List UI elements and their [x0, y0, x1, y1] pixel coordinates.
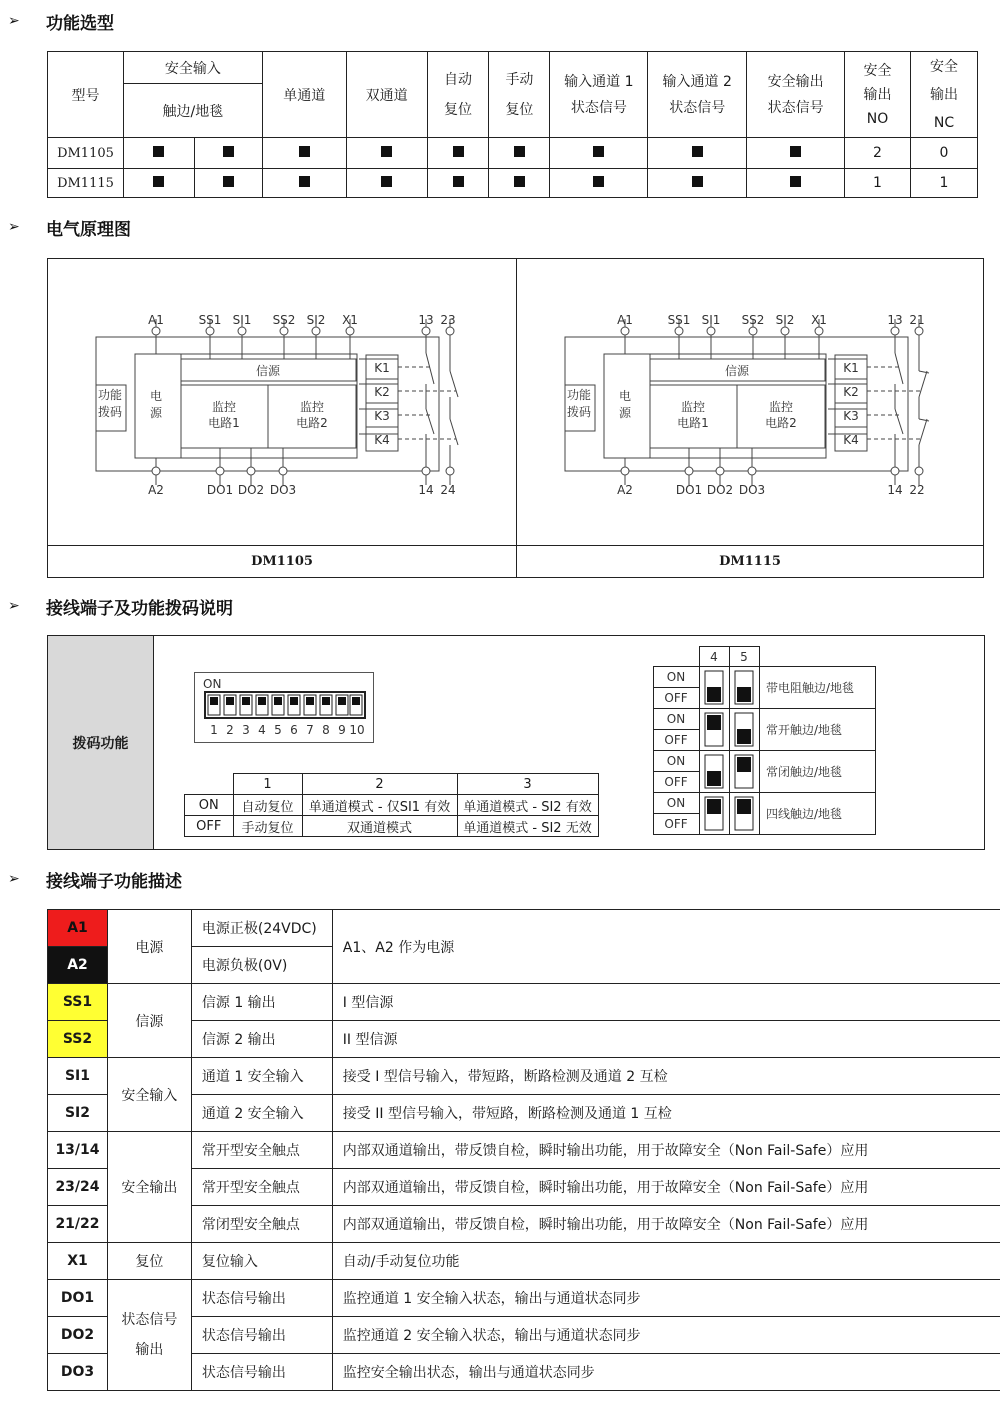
terminal-label-si2: SI2 [775, 313, 795, 327]
schematic-dm1115 [517, 259, 983, 545]
terminal-id: 23/24 [48, 1169, 108, 1206]
dip-cell: 单通道模式 - SI2 无效 [457, 816, 598, 837]
dip-function-table [184, 773, 599, 837]
dip-mode-label: 常开触边/地毯 [766, 723, 843, 737]
section-title: 接线端子功能描述 [46, 871, 182, 892]
schematic-svg-dm1105 [48, 259, 516, 545]
terminal-description: II 型信源 [332, 1021, 1000, 1058]
header-out-status: 安全输出 状态信号 [747, 52, 845, 138]
header-safe-input: 安全输入 [123, 52, 262, 84]
nc-count: 1 [910, 169, 977, 198]
dip-cell: 双通道模式 [302, 816, 457, 837]
header-model: 型号 [48, 52, 124, 138]
check-mark-icon [153, 176, 164, 187]
bullet-arrow-icon: ➢ [8, 871, 20, 887]
schematic-svg-dm1115 [517, 259, 983, 545]
power-label: 源 [618, 406, 632, 420]
dip-number: 9 [338, 723, 346, 737]
terminal-id: DO2 [48, 1317, 108, 1354]
model-cell: DM1115 [48, 169, 124, 198]
terminal-id: DO3 [48, 1354, 108, 1391]
section-header-dip [8, 593, 233, 619]
check-mark-icon [692, 146, 703, 157]
terminal-description: 内部双通道输出，带反馈自检，瞬时输出功能，用于故障安全（Non Fail-Safe）应用 [332, 1169, 1000, 1206]
table-row [48, 1280, 1000, 1317]
terminal-group: 安全输出 [107, 1132, 191, 1243]
power-label: 电 [618, 389, 632, 403]
section-title: 接线端子及功能拨码说明 [46, 598, 233, 619]
dip-cell: 手动复位 [233, 816, 302, 837]
no-count: 1 [845, 169, 911, 198]
dip-number: 3 [242, 723, 250, 737]
dip-switch-4-knob [707, 771, 721, 786]
table-row [48, 138, 978, 169]
terminal-label-contact-top: 13 [887, 313, 903, 327]
terminal-id: DO1 [48, 1280, 108, 1317]
terminal-description: 监控安全输出状态，输出与通道状态同步 [332, 1354, 1000, 1391]
caption-dm1115: DM1115 [517, 545, 983, 577]
terminal-function: 状态信号输出 [191, 1280, 332, 1317]
dip-col-header: 1 [233, 774, 302, 795]
terminal-label-contact-bottom: 24 [440, 483, 456, 497]
monitor-circuit-1-label: 电路1 [677, 416, 709, 430]
terminal-id: X1 [48, 1243, 108, 1280]
terminal-id: SI1 [48, 1058, 108, 1095]
monitor-circuit-2-label: 电路2 [765, 416, 797, 430]
dip-cell: 单通道模式 - 仅SI1 有效 [302, 795, 457, 816]
dip-switch-4-knob [707, 687, 721, 702]
check-mark-icon [223, 176, 234, 187]
terminal-function: 状态信号输出 [191, 1317, 332, 1354]
terminal-label-contact-bottom: 22 [909, 483, 925, 497]
power-label: 源 [149, 406, 163, 420]
terminal-label-do3: DO3 [269, 483, 297, 497]
terminal-label-do2: DO2 [237, 483, 265, 497]
table-row [48, 1243, 1000, 1280]
table-row [185, 795, 599, 816]
dip-number: 7 [306, 723, 314, 737]
terminal-description: 接受 I 型信号输入，带短路，断路检测及通道 2 互检 [332, 1058, 1000, 1095]
section-title: 电气原理图 [46, 219, 131, 240]
check-mark-icon [153, 146, 164, 157]
selection-table [47, 51, 978, 198]
terminal-label-ss2: SS2 [272, 313, 296, 327]
terminal-description: 监控通道 2 安全输入状态，输出与通道状态同步 [332, 1317, 1000, 1354]
check-mark-icon [223, 146, 234, 157]
terminal-label-contact-bottom: 14 [887, 483, 903, 497]
terminal-function: 电源负极(0V) [191, 947, 332, 984]
terminal-label-ss1: SS1 [198, 313, 222, 327]
model-cell: DM1105 [48, 138, 124, 169]
terminal-label-contact-top: 21 [909, 313, 925, 327]
dip-cell: 自动复位 [233, 795, 302, 816]
section-header-terminals [8, 866, 182, 892]
terminal-label-do1: DO1 [206, 483, 234, 497]
relay-k4: K4 [374, 433, 390, 447]
dip-col-header: 3 [457, 774, 598, 795]
sw45-table [652, 646, 882, 846]
dip-on-label: ON [666, 670, 686, 684]
bullet-arrow-icon: ➢ [8, 13, 20, 29]
check-mark-icon [790, 176, 801, 187]
relay-k2: K2 [374, 385, 390, 399]
terminal-description: 内部双通道输出，带反馈自检，瞬时输出功能，用于故障安全（Non Fail-Safe）应用 [332, 1206, 1000, 1243]
table-row [48, 910, 1000, 947]
dip-number: 2 [226, 723, 234, 737]
terminal-id: SS2 [48, 1021, 108, 1058]
dip-on-label: ON [666, 796, 686, 810]
section-title: 功能选型 [46, 13, 114, 34]
check-mark-icon [514, 176, 525, 187]
dip-number: 10 [349, 723, 365, 737]
relay-k2: K2 [843, 385, 859, 399]
dip-off-label: OFF [664, 775, 688, 789]
relay-k1: K1 [843, 361, 859, 375]
terminal-id: SI2 [48, 1095, 108, 1132]
dip-number: 4 [258, 723, 266, 737]
terminal-label-si1: SI1 [232, 313, 252, 327]
dip-cell: 单通道模式 - SI2 有效 [457, 795, 598, 816]
terminal-label-a1: A1 [148, 313, 164, 327]
terminal-function: 信源 2 输出 [191, 1021, 332, 1058]
bullet-arrow-icon: ➢ [8, 598, 20, 614]
terminal-id: 13/14 [48, 1132, 108, 1169]
terminal-id: 21/22 [48, 1206, 108, 1243]
monitor-circuit-1-label: 监控 [680, 400, 706, 414]
func-dip-label: 拨码 [566, 405, 592, 419]
terminal-label-ss1: SS1 [667, 313, 691, 327]
dip-col-header: 4 [710, 650, 718, 664]
header-safe-nc: 安全 输出 NC [910, 52, 977, 138]
terminal-label-do1: DO1 [675, 483, 703, 497]
relay-k4: K4 [843, 433, 859, 447]
dip-switch-5-knob [737, 757, 751, 772]
terminal-description-table [47, 909, 1000, 1391]
terminal-function: 信源 1 输出 [191, 984, 332, 1021]
terminal-group: 复位 [107, 1243, 191, 1280]
section-header-selection [8, 8, 114, 34]
terminal-label-contact-top: 23 [440, 313, 456, 327]
dip-function-label: 拨码功能 [48, 636, 154, 849]
terminal-group: 信源 [107, 984, 191, 1058]
signal-source-label: 信源 [724, 364, 750, 378]
terminal-id: A1 [48, 910, 108, 947]
terminal-description: 内部双通道输出，带反馈自检，瞬时输出功能，用于故障安全（Non Fail-Safe）应用 [332, 1132, 1000, 1169]
terminal-description: 接受 II 型信号输入，带短路，断路检测及通道 1 互检 [332, 1095, 1000, 1132]
monitor-circuit-2-label: 电路2 [296, 416, 328, 430]
func-dip-label: 功能 [97, 388, 123, 402]
check-mark-icon [453, 146, 464, 157]
terminal-function: 常开型安全触点 [191, 1169, 332, 1206]
check-mark-icon [593, 176, 604, 187]
terminal-group: 安全输入 [107, 1058, 191, 1132]
dip-off-label: OFF [185, 816, 234, 837]
dip-on-label: ON [203, 677, 222, 691]
terminal-label-a2: A2 [148, 483, 164, 497]
relay-k1: K1 [374, 361, 390, 375]
schematic-panel [47, 258, 984, 578]
header-safe-no: 安全 输出 NO [845, 52, 911, 138]
terminal-label-si1: SI1 [701, 313, 721, 327]
dip-mode-label: 常闭触边/地毯 [766, 765, 843, 779]
header-dual: 双通道 [346, 52, 427, 138]
terminal-label-do2: DO2 [706, 483, 734, 497]
dip-off-label: OFF [664, 691, 688, 705]
terminal-function: 电源正极(24VDC) [191, 910, 332, 947]
dip-col-header: 5 [740, 650, 748, 664]
check-mark-icon [593, 146, 604, 157]
dip-on-label: ON [185, 795, 234, 816]
terminal-function: 通道 2 安全输入 [191, 1095, 332, 1132]
dip-switch-4-knob [707, 799, 721, 814]
dip-off-label: OFF [664, 817, 688, 831]
check-mark-icon [692, 176, 703, 187]
terminal-label-contact-top: 13 [418, 313, 434, 327]
signal-source-label: 信源 [255, 364, 281, 378]
check-mark-icon [453, 176, 464, 187]
monitor-circuit-2-label: 监控 [768, 400, 794, 414]
terminal-description: A1、A2 作为电源 [332, 910, 1000, 984]
terminal-label-x1: X1 [342, 313, 358, 327]
check-mark-icon [514, 146, 525, 157]
dip-on-label: ON [666, 754, 686, 768]
terminal-label-si2: SI2 [306, 313, 326, 327]
relay-k3: K3 [843, 409, 859, 423]
terminal-label-ss2: SS2 [741, 313, 765, 327]
terminal-function: 通道 1 安全输入 [191, 1058, 332, 1095]
terminal-group: 电源 [107, 910, 191, 984]
func-dip-label: 拨码 [97, 405, 123, 419]
section-header-schematic [8, 214, 131, 240]
dip-switch-5-knob [737, 687, 751, 702]
terminal-description: 监控通道 1 安全输入状态，输出与通道状态同步 [332, 1280, 1000, 1317]
terminal-group: 状态信号 输出 [107, 1280, 191, 1391]
terminal-label-x1: X1 [811, 313, 827, 327]
terminal-function: 常闭型安全触点 [191, 1206, 332, 1243]
dip-number: 8 [322, 723, 330, 737]
header-ch2-status: 输入通道 2 状态信号 [648, 52, 747, 138]
bullet-arrow-icon: ➢ [8, 219, 20, 235]
check-mark-icon [790, 146, 801, 157]
check-mark-icon [299, 176, 310, 187]
terminal-id: A2 [48, 947, 108, 984]
terminal-label-a2: A2 [617, 483, 633, 497]
dip-number: 1 [210, 723, 218, 737]
check-mark-icon [381, 146, 392, 157]
dip-switch-panel [47, 635, 985, 850]
terminal-function: 常开型安全触点 [191, 1132, 332, 1169]
table-row [48, 1132, 1000, 1169]
header-edge-mat: 触边/地毯 [123, 84, 262, 138]
monitor-circuit-1-label: 监控 [211, 400, 237, 414]
table-row [48, 984, 1000, 1021]
power-label: 电 [149, 389, 163, 403]
dip-number: 5 [274, 723, 282, 737]
monitor-circuit-2-label: 监控 [299, 400, 325, 414]
header-single: 单通道 [262, 52, 346, 138]
terminal-label-a1: A1 [617, 313, 633, 327]
terminal-id: SS1 [48, 984, 108, 1021]
terminal-function: 复位输入 [191, 1243, 332, 1280]
terminal-description: 自动/手动复位功能 [332, 1243, 1000, 1280]
terminal-description: I 型信源 [332, 984, 1000, 1021]
dip-switch-5-knob [737, 729, 751, 744]
check-mark-icon [381, 176, 392, 187]
dip-col-header: 2 [302, 774, 457, 795]
dip-number: 6 [290, 723, 298, 737]
dip-switch-block [194, 672, 376, 744]
header-manual-reset: 手动 复位 [489, 52, 550, 138]
nc-count: 0 [910, 138, 977, 169]
terminal-label-contact-bottom: 14 [418, 483, 434, 497]
no-count: 2 [845, 138, 911, 169]
schematic-dm1105 [48, 259, 517, 545]
func-dip-label: 功能 [566, 388, 592, 402]
dip-off-label: OFF [664, 733, 688, 747]
dip-mode-label: 四线触边/地毯 [766, 807, 843, 821]
terminal-function: 状态信号输出 [191, 1354, 332, 1391]
dip-on-label: ON [666, 712, 686, 726]
dip-switch-5-knob [737, 799, 751, 814]
monitor-circuit-1-label: 电路1 [208, 416, 240, 430]
terminal-label-do3: DO3 [738, 483, 766, 497]
table-row [48, 169, 978, 198]
header-ch1-status: 输入通道 1 状态信号 [550, 52, 648, 138]
dip-mode-label: 带电阻触边/地毯 [766, 681, 855, 695]
check-mark-icon [299, 146, 310, 157]
dip-switch-4-knob [707, 715, 721, 730]
header-auto-reset: 自动 复位 [427, 52, 489, 138]
table-row [48, 1058, 1000, 1095]
table-row [185, 816, 599, 837]
relay-k3: K3 [374, 409, 390, 423]
caption-dm1105: DM1105 [48, 545, 517, 577]
